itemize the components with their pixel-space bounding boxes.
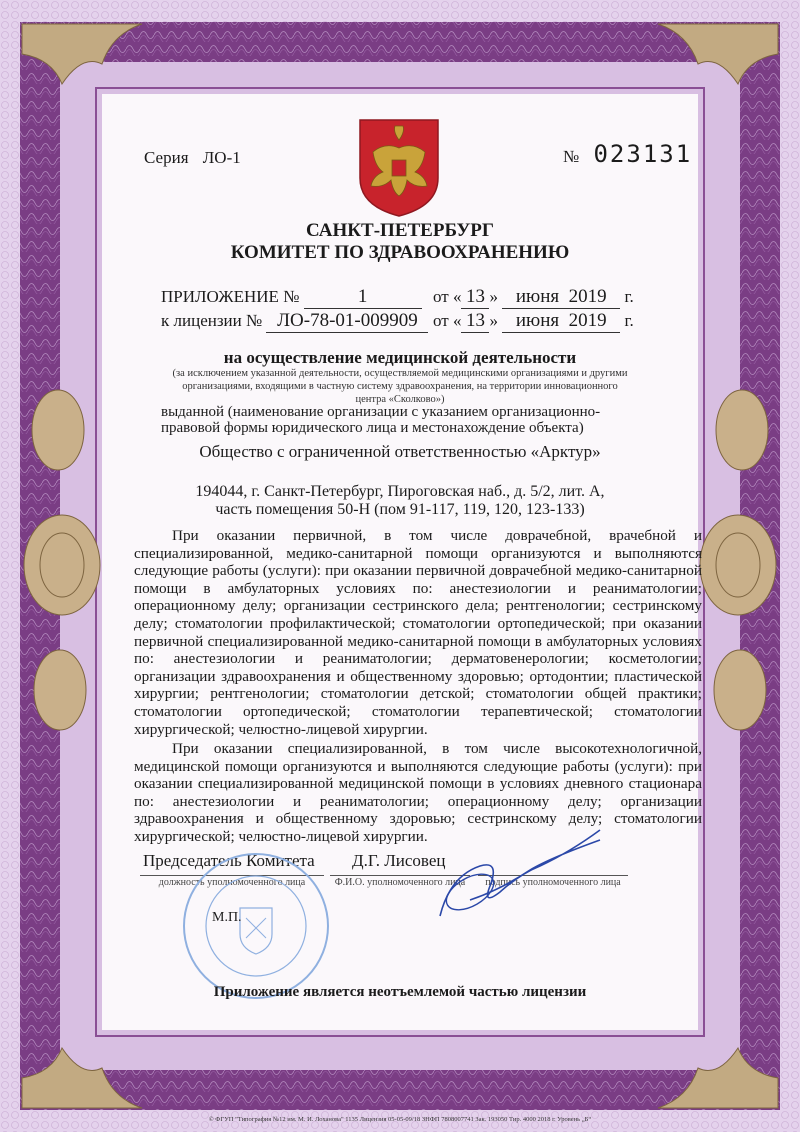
caption-signature: подпись уполномоченного лица xyxy=(478,875,628,888)
license-day: 13 xyxy=(461,310,489,333)
number-label: № xyxy=(563,147,580,166)
license-year: 2019 xyxy=(568,310,607,331)
appendix-month: июня xyxy=(515,286,560,307)
license-number: ЛО-78-01-009909 xyxy=(266,310,428,333)
appendix-month-year xyxy=(502,286,620,309)
series-value: ЛО-1 xyxy=(202,148,241,167)
issued-label: выданной xyxy=(161,404,225,420)
issued-block xyxy=(161,404,645,436)
appendix-day: 13 xyxy=(461,286,489,309)
appendix-from: от xyxy=(433,287,449,306)
license-form-number: 023131 xyxy=(593,140,693,168)
printer-note: © ФГУП "Типография №12 им. М. И. Лоханова" 1135 Лицензия 05-05-09/18 ЗНФП 7808007741 Зак. 193050 Тир. 4000 2018 г. Уровень „Б“ xyxy=(208,1116,592,1123)
caption-name: Ф.И.О. уполномоченного лица xyxy=(330,875,470,888)
address-line-2: часть помещения 50-Н (пом 91-117, 119, 120, 123-133) xyxy=(215,501,585,518)
stamp-place-label: М.П. xyxy=(212,910,242,925)
organization-name: Общество с ограниченной ответственностью «Арктур» xyxy=(199,442,601,461)
signer-name: Д.Г. Лисовец xyxy=(352,851,446,870)
caption-position: должность уполномоченного лица xyxy=(140,875,324,888)
services-paragraph-2: При оказании специализированной, в том числе высокотехнологичной, медицинской помощи организуются и выполняются следующие работы (услуги): при оказании специализированной медицинской помощи в условиях дневного стационара по: анестезиологии и реаниматологии; операционному делу; организации здравоохранения и общественному здоровью; сестринскому делу; стоматологии хирургической; челюстно-лицевой хирургии. xyxy=(134,740,702,845)
handwritten-signature xyxy=(430,820,610,930)
license-from: от xyxy=(433,311,449,330)
issued-note: (наименование организации с указанием организационно-правовой формы юридического лица и местонахождение объекта) xyxy=(161,404,601,436)
address-line-1: 194044, г. Санкт-Петербург, Пироговская наб., д. 5/2, лит. А, xyxy=(195,483,605,500)
appendix-label: ПРИЛОЖЕНИЕ № xyxy=(161,287,300,306)
license-quote-open: « xyxy=(452,311,462,330)
appendix-quote-open: « xyxy=(452,287,462,306)
official-stamp xyxy=(180,850,332,1002)
license-month: июня xyxy=(515,310,560,331)
appendix-year: 2019 xyxy=(568,286,607,307)
appendix-year-suffix: г. xyxy=(624,287,634,306)
activity-title: на осуществление медицинской деятельности xyxy=(223,348,577,367)
series-label: Серия xyxy=(144,148,189,167)
services-paragraph-1: При оказании первичной, в том числе доврачебной, врачебной и специализированной, медико-санитарной помощи организуются и выполняются следующие работы (услуги): при оказании первичной доврачебной медико-санитарной помощи в амбулаторных условиях по: анестезиологии и реаниматологии; операционному делу; организации сестринского дела; рентгенологии; сестринскому делу; стоматологии профилактической; стоматологии ортопедической; при оказании первичной специализированной медико-санитарной помощи в амбулаторных условиях по: анестезиологии и реаниматологии; дерматовенерологии; косметологии; организации здравоохранения и общественному здоровью; ортодонтии; пластической хирургии; рентгенологии; стоматологии детской; стоматологии общей практики; стоматологии ортопедической; стоматологии терапевтической; стоматологии хирургической; челюстно-лицевой хирургии. xyxy=(134,527,702,738)
license-label: к лицензии № xyxy=(161,311,263,330)
license-month-year xyxy=(502,310,620,333)
exclusion-note: (за исключением указанной деятельности, осуществляемой медицинскими организациями и другими организациями, входящими в частную систему здравоохранения, на территории инновационного центра «Сколково») xyxy=(172,368,628,405)
license-year-suffix: г. xyxy=(624,311,634,330)
license-quote-close: » xyxy=(489,311,498,330)
appendix-quote-close: » xyxy=(489,287,498,306)
coat-of-arms-icon xyxy=(358,118,440,218)
city-heading: САНКТ-ПЕТЕРБУРГ xyxy=(306,220,494,241)
committee-heading: КОМИТЕТ ПО ЗДРАВООХРАНЕНИЮ xyxy=(230,242,570,263)
appendix-number: 1 xyxy=(304,286,422,309)
signer-position: Председатель Комитета xyxy=(143,851,315,870)
footer-statement: Приложение является неотъемлемой частью лицензии xyxy=(213,984,587,1000)
